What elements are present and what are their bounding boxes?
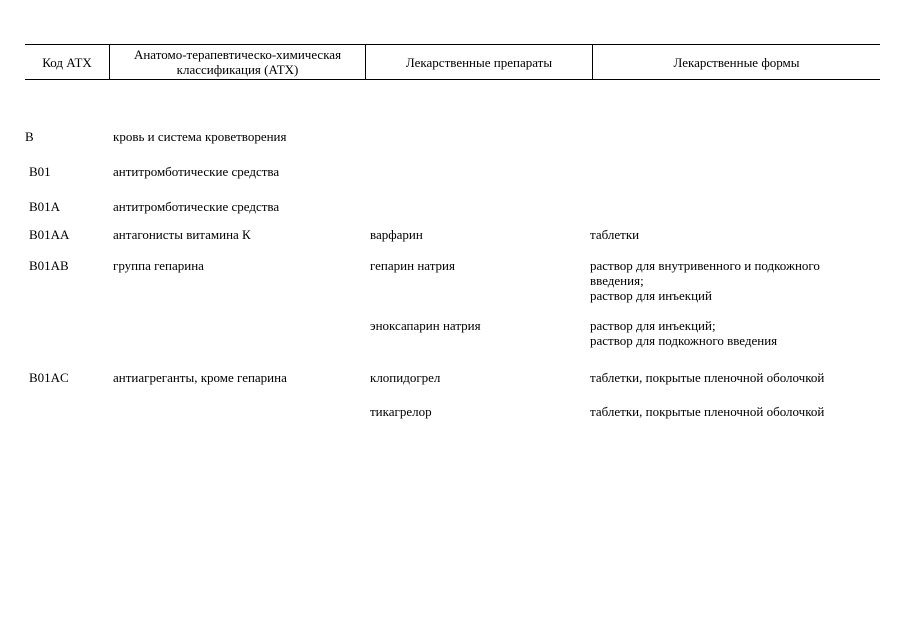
cell-class: группа гепарина bbox=[113, 258, 204, 273]
cell-form: таблетки, покрытые пленочной оболочкой bbox=[590, 370, 825, 385]
cell-drug: тикагрелор bbox=[370, 404, 432, 419]
header-classification: Анатомо-терапевтическо-химическая классификация (АТХ) bbox=[109, 45, 365, 79]
cell-class: кровь и система кроветворения bbox=[113, 129, 287, 144]
table-header bbox=[25, 44, 880, 80]
cell-form: таблетки bbox=[590, 227, 640, 242]
cell-code: B bbox=[25, 129, 34, 144]
cell-drug: клопидогрел bbox=[370, 370, 441, 385]
header-code: Код АТХ bbox=[42, 54, 92, 70]
cell-drug: варфарин bbox=[370, 227, 423, 242]
cell-code: B01A bbox=[29, 199, 61, 214]
cell-drug: гепарин натрия bbox=[370, 258, 455, 273]
cell-drug: эноксапарин натрия bbox=[370, 318, 481, 333]
cell-code: B01 bbox=[29, 164, 51, 179]
cell-code: B01AA bbox=[29, 227, 70, 242]
cell-form: таблетки, покрытые пленочной оболочкой bbox=[590, 404, 825, 419]
cell-code: B01AB bbox=[29, 258, 69, 273]
cell-class: антитромботические средства bbox=[113, 164, 280, 179]
cell-form: раствор для инъекций; раствор для подкожного введения bbox=[590, 318, 778, 348]
cell-class: антиагреганты, кроме гепарина bbox=[113, 370, 287, 385]
cell-class: антагонисты витамина К bbox=[113, 227, 251, 242]
header-drugs: Лекарственные препараты bbox=[365, 45, 592, 79]
cell-class: антитромботические средства bbox=[113, 199, 280, 214]
cell-form: раствор для внутривенного и подкожного введения; раствор для инъекций bbox=[590, 258, 820, 303]
cell-code: B01AC bbox=[29, 370, 69, 385]
header-forms: Лекарственные формы bbox=[592, 45, 880, 79]
